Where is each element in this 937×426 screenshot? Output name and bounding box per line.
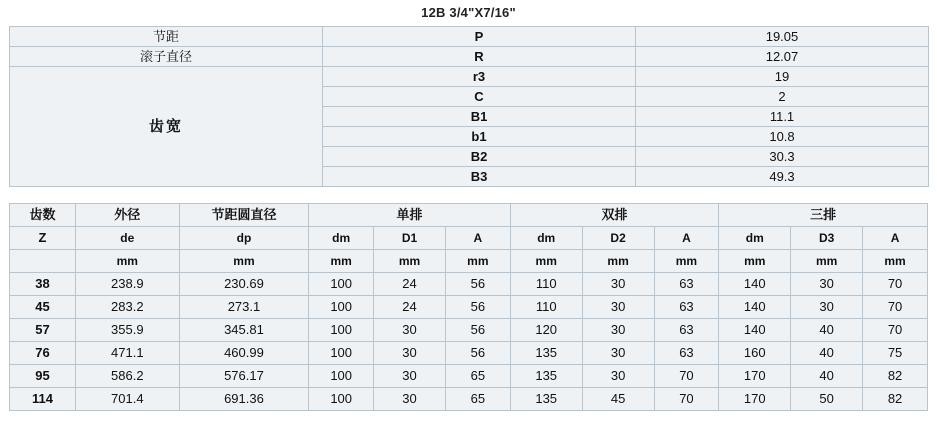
cell-triple-dm: 170 (719, 388, 791, 411)
subheader-single-a: A (445, 227, 510, 250)
table-row (10, 388, 928, 411)
cell-dp: 345.81 (179, 319, 309, 342)
cell-de: 586.2 (75, 365, 179, 388)
unit-triple-dm: mm (719, 250, 791, 273)
unit-double-a: mm (654, 250, 719, 273)
unit-de: mm (75, 250, 179, 273)
cell-triple-d3: 40 (791, 319, 863, 342)
spec-value: 12.07 (636, 47, 929, 67)
cell-triple-a: 70 (863, 273, 928, 296)
cell-double-d2: 45 (582, 388, 654, 411)
cell-dp: 273.1 (179, 296, 309, 319)
spec-value: 30.3 (636, 147, 929, 167)
cell-single-a: 56 (445, 319, 510, 342)
cell-z: 76 (10, 342, 76, 365)
cell-z: 45 (10, 296, 76, 319)
cell-triple-d3: 40 (791, 342, 863, 365)
col-header-pitch-diameter: 节距圆直径 (179, 204, 309, 227)
cell-triple-d3: 50 (791, 388, 863, 411)
cell-dp: 460.99 (179, 342, 309, 365)
unit-dp: mm (179, 250, 309, 273)
col-group-single-row: 单排 (309, 204, 511, 227)
cell-single-a: 65 (445, 388, 510, 411)
table-row (10, 296, 928, 319)
col-header-outer-diameter: 外径 (75, 204, 179, 227)
cell-double-dm: 135 (510, 388, 582, 411)
unit-double-d2: mm (582, 250, 654, 273)
cell-triple-d3: 30 (791, 273, 863, 296)
table-row (10, 319, 928, 342)
cell-double-d2: 30 (582, 342, 654, 365)
table-row (10, 365, 928, 388)
spec-value: 10.8 (636, 127, 929, 147)
cell-triple-dm: 140 (719, 296, 791, 319)
cell-triple-d3: 30 (791, 296, 863, 319)
unit-single-dm: mm (309, 250, 374, 273)
table-separator (0, 187, 937, 203)
cell-single-dm: 100 (309, 296, 374, 319)
table-row (10, 67, 929, 87)
cell-triple-d3: 40 (791, 365, 863, 388)
cell-de: 355.9 (75, 319, 179, 342)
specification-table (9, 26, 929, 187)
spec-symbol: B3 (323, 167, 636, 187)
subheader-double-a: A (654, 227, 719, 250)
spec-label: 滚子直径 (10, 47, 323, 67)
table-header-row (10, 204, 928, 227)
cell-de: 701.4 (75, 388, 179, 411)
cell-single-dm: 100 (309, 365, 374, 388)
col-group-double-row: 双排 (510, 204, 719, 227)
table-row (10, 342, 928, 365)
cell-triple-a: 75 (863, 342, 928, 365)
subheader-double-dm: dm (510, 227, 582, 250)
cell-triple-a: 82 (863, 388, 928, 411)
cell-triple-dm: 170 (719, 365, 791, 388)
sprocket-dimensions-table (9, 203, 928, 411)
cell-single-a: 56 (445, 273, 510, 296)
unit-double-dm: mm (510, 250, 582, 273)
table-row (10, 273, 928, 296)
unit-teeth (10, 250, 76, 273)
spec-value: 11.1 (636, 107, 929, 127)
cell-z: 57 (10, 319, 76, 342)
cell-single-a: 56 (445, 342, 510, 365)
table-subheader-row (10, 227, 928, 250)
spec-symbol: B1 (323, 107, 636, 127)
spec-label-toothwidth: 齿宽 (10, 67, 323, 187)
cell-z: 38 (10, 273, 76, 296)
cell-single-dm: 100 (309, 342, 374, 365)
cell-double-a: 63 (654, 296, 719, 319)
cell-triple-a: 70 (863, 296, 928, 319)
cell-double-a: 63 (654, 342, 719, 365)
cell-z: 95 (10, 365, 76, 388)
cell-double-d2: 30 (582, 273, 654, 296)
cell-triple-dm: 160 (719, 342, 791, 365)
spec-value: 19.05 (636, 27, 929, 47)
cell-single-d1: 30 (374, 342, 446, 365)
cell-double-d2: 30 (582, 365, 654, 388)
unit-single-a: mm (445, 250, 510, 273)
cell-double-d2: 30 (582, 296, 654, 319)
page-title: 12B 3/4"X7/16" (421, 5, 516, 20)
unit-triple-a: mm (863, 250, 928, 273)
cell-double-dm: 135 (510, 365, 582, 388)
subheader-double-d2: D2 (582, 227, 654, 250)
subheader-single-d1: D1 (374, 227, 446, 250)
cell-double-dm: 110 (510, 273, 582, 296)
table-row (10, 47, 929, 67)
subheader-triple-dm: dm (719, 227, 791, 250)
cell-de: 283.2 (75, 296, 179, 319)
spec-symbol: r3 (323, 67, 636, 87)
cell-double-a: 70 (654, 365, 719, 388)
cell-double-dm: 135 (510, 342, 582, 365)
spec-label: 节距 (10, 27, 323, 47)
cell-de: 238.9 (75, 273, 179, 296)
spec-value: 2 (636, 87, 929, 107)
cell-triple-dm: 140 (719, 273, 791, 296)
cell-double-d2: 30 (582, 319, 654, 342)
cell-double-a: 63 (654, 319, 719, 342)
cell-single-d1: 24 (374, 296, 446, 319)
cell-dp: 691.36 (179, 388, 309, 411)
cell-triple-dm: 140 (719, 319, 791, 342)
cell-de: 471.1 (75, 342, 179, 365)
cell-single-a: 65 (445, 365, 510, 388)
spec-value: 19 (636, 67, 929, 87)
cell-double-a: 63 (654, 273, 719, 296)
cell-single-d1: 30 (374, 365, 446, 388)
cell-single-dm: 100 (309, 273, 374, 296)
unit-triple-d3: mm (791, 250, 863, 273)
cell-triple-a: 82 (863, 365, 928, 388)
cell-dp: 576.17 (179, 365, 309, 388)
cell-single-d1: 24 (374, 273, 446, 296)
unit-single-d1: mm (374, 250, 446, 273)
subheader-de: de (75, 227, 179, 250)
cell-single-dm: 100 (309, 319, 374, 342)
col-group-triple-row: 三排 (719, 204, 928, 227)
subheader-z: Z (10, 227, 76, 250)
subheader-dp: dp (179, 227, 309, 250)
spec-symbol: C (323, 87, 636, 107)
spec-symbol: P (323, 27, 636, 47)
spec-symbol: B2 (323, 147, 636, 167)
cell-single-d1: 30 (374, 319, 446, 342)
subheader-triple-d3: D3 (791, 227, 863, 250)
spec-symbol: b1 (323, 127, 636, 147)
cell-double-dm: 120 (510, 319, 582, 342)
table-row (10, 27, 929, 47)
cell-z: 114 (10, 388, 76, 411)
spec-symbol: R (323, 47, 636, 67)
cell-single-dm: 100 (309, 388, 374, 411)
cell-dp: 230.69 (179, 273, 309, 296)
subheader-triple-a: A (863, 227, 928, 250)
cell-double-dm: 110 (510, 296, 582, 319)
spec-value: 49.3 (636, 167, 929, 187)
cell-single-a: 56 (445, 296, 510, 319)
subheader-single-dm: dm (309, 227, 374, 250)
table-unit-row (10, 250, 928, 273)
col-header-teeth: 齿数 (10, 204, 76, 227)
cell-double-a: 70 (654, 388, 719, 411)
cell-single-d1: 30 (374, 388, 446, 411)
cell-triple-a: 70 (863, 319, 928, 342)
